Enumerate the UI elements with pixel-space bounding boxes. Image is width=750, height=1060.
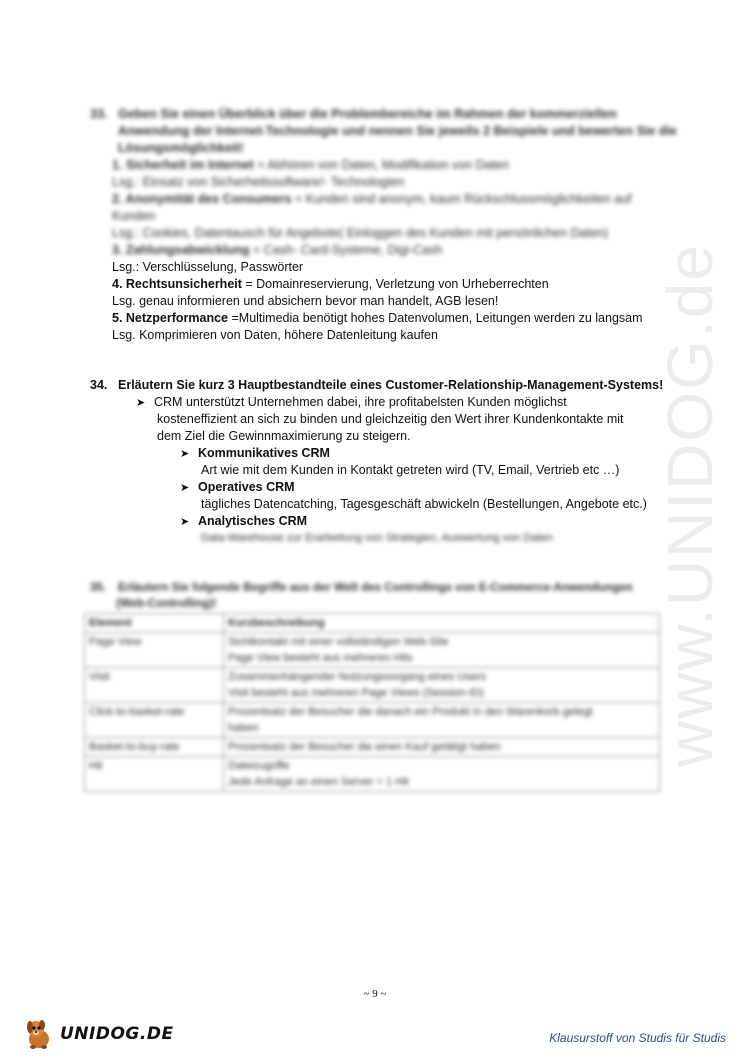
q34-sub1-head: Kommunikatives CRM (198, 446, 330, 460)
arrow-bullet-icon: ➤ (180, 448, 190, 460)
q34-sub2-text: tägliches Datencatching, Tagesgeschäft abwickeln (Bestellungen, Angebote etc.) (201, 497, 647, 511)
q33-item3-solution: Lsg.: Verschlüsselung, Passwörter (112, 260, 304, 274)
q34-sub1-text: Art wie mit dem Kunden in Kontakt getreten wird (TV, Email, Vertrieb etc …) (201, 463, 620, 477)
slogan: Klausurstoff von Studis für Studis (549, 1031, 726, 1045)
table-cell-element: Click-to-basket-rate (85, 703, 224, 738)
table-row (85, 703, 660, 738)
cell-line: Sichtkontakt mit einer vollständigen Web-Site (228, 636, 449, 648)
q33-item2-solution: Lsg.: Cookies, Datentausch für Angebote( Einloggen des Kunden mit persönlichen Daten) (112, 226, 609, 240)
controlling-table (84, 613, 660, 792)
q33-item5-solution: Lsg. Komprimieren von Daten, höhere Datenleitung kaufen (112, 328, 438, 342)
q35-number: 35. (90, 582, 106, 594)
q33-item2-text-cont: Kunden (112, 209, 156, 223)
q33-item1-head: 1. Sicherheit im Internet (112, 158, 254, 172)
q35-title-line2: (Web-Controlling)! (116, 598, 217, 610)
table-cell-element: Page View (85, 633, 224, 668)
q34-sub1 (180, 445, 330, 463)
arrow-bullet-icon: ➤ (180, 516, 190, 528)
cell-line: Visit besteht aus mehreren Page Views (Session-ID) (228, 687, 484, 699)
table-cell-description (224, 757, 660, 792)
q33-item4-head: 4. Rechtsunsicherheit (112, 277, 242, 291)
q34-sub2-head: Operatives CRM (198, 480, 295, 494)
cell-line: haben (228, 722, 259, 734)
table-cell-description (224, 738, 660, 757)
table-cell-element: Visit (85, 668, 224, 703)
table-row (85, 668, 660, 703)
q34-sub3 (180, 513, 307, 531)
q33-item1-solution: Lsg.: Einsatz von Sicherheitssoftware/- Technologien (112, 175, 405, 189)
cell-line: Dateizugriffe (228, 760, 290, 772)
watermark-text: www.UNIDOG.de (654, 243, 726, 767)
q33-item4-solution: Lsg. genau informieren und absichern bevor man handelt, AGB lesen! (112, 294, 499, 308)
dog-mascot-icon (22, 1017, 56, 1051)
table-row (85, 757, 660, 792)
cell-line: Prozentsatz der Besucher die einen Kauf getätigt haben (228, 741, 501, 753)
table-row (85, 633, 660, 668)
table-cell-description (224, 668, 660, 703)
q34-intro (136, 394, 567, 412)
logo-text: UNIDOG.DE (60, 1024, 174, 1044)
table-cell-element: Basket-to-buy-rate (85, 738, 224, 757)
q33-item3-text: = Cash- Card-Systeme, Digi-Cash (249, 243, 443, 257)
q34-intro-line3: dem Ziel die Gewinnmaximierung zu steigern. (157, 429, 411, 443)
q33-item3 (112, 242, 442, 259)
q34-sub2 (180, 479, 295, 497)
q33-number: 33. (90, 107, 108, 121)
table-row (85, 738, 660, 757)
q35-title (90, 580, 633, 597)
q33-item2-head: 2. Anonymität des Consumers (112, 192, 292, 206)
q34-title (90, 377, 663, 394)
table-cell-description (224, 703, 660, 738)
cell-line: Page View besteht aus mehreren Hits (228, 652, 413, 664)
arrow-bullet-icon: ➤ (136, 397, 146, 409)
q33-item2-text: = Kunden sind anonym, kaum Rückschlussmöglichkeiten auf (291, 192, 632, 206)
q33-item5 (112, 310, 643, 327)
q34-number: 34. (90, 378, 108, 392)
table-header-element: Element (85, 614, 224, 633)
q35-title-line1: Erläutern Sie folgende Begriffe aus der Welt des Controllings von E-Commerce-Anwendungen (118, 582, 633, 594)
table-cell-element: Hit (85, 757, 224, 792)
q33-item4 (112, 276, 549, 293)
q33-title-line2: Anwendung der Internet-Technologie und nennen Sie jeweils 2 Beispiele und bewerten Sie die (118, 124, 677, 138)
q34-sub3-text: Data-Warehouse zur Erarbeitung von Strategien, Auswertung von Daten (201, 532, 553, 544)
q34-intro-line1: CRM unterstützt Unternehmen dabei, ihre profitabelsten Kunden möglichst (154, 395, 567, 409)
cell-line: Zusammenhängender Nutzungsvorgang eines Users (228, 671, 487, 683)
q34-intro-line2: kosteneffizient an sich zu binden und gleichzeitig den Wert ihrer Kundenkontakte mit (157, 412, 624, 426)
page-number: ~ 9 ~ (363, 988, 387, 1000)
q33-item1 (112, 157, 509, 174)
q33-item4-text: = Domainreservierung, Verletzung von Urheberrechten (241, 277, 549, 291)
q33-item2 (112, 191, 632, 208)
table-header-description: Kurzbeschreibung (224, 614, 660, 633)
q33-item5-text: =Multimedia benötigt hohes Datenvolumen, Leitungen werden zu langsam (228, 311, 643, 325)
arrow-bullet-icon: ➤ (180, 482, 190, 494)
table-header-row (85, 614, 660, 633)
q33-title-line3: Lösungsmöglichkeit! (118, 141, 244, 155)
q33-item3-head: 3. Zahlungsabwicklung (112, 243, 250, 257)
q33-item5-head: 5. Netzperformance (112, 311, 229, 325)
q34-title-text: Erläutern Sie kurz 3 Hauptbestandteile eines Customer-Relationship-Management-Systems! (118, 378, 664, 392)
cell-line: Jede Anfrage an einen Server = 1 Hit (228, 776, 409, 788)
q33-item1-text: = Abhören von Daten, Modifikation von Daten (253, 158, 510, 172)
table-cell-description (224, 633, 660, 668)
cell-line: Prozentsatz der Besucher die danach ein Produkt in den Warenkorb gelegt (228, 706, 593, 718)
q33-title (90, 106, 617, 123)
q33-title-line1: Geben Sie einen Überblick über die Problembereiche im Rahmen der kommerziellen (118, 107, 617, 121)
q34-sub3-head: Analytisches CRM (198, 514, 308, 528)
unidog-logo[interactable] (22, 1016, 174, 1052)
